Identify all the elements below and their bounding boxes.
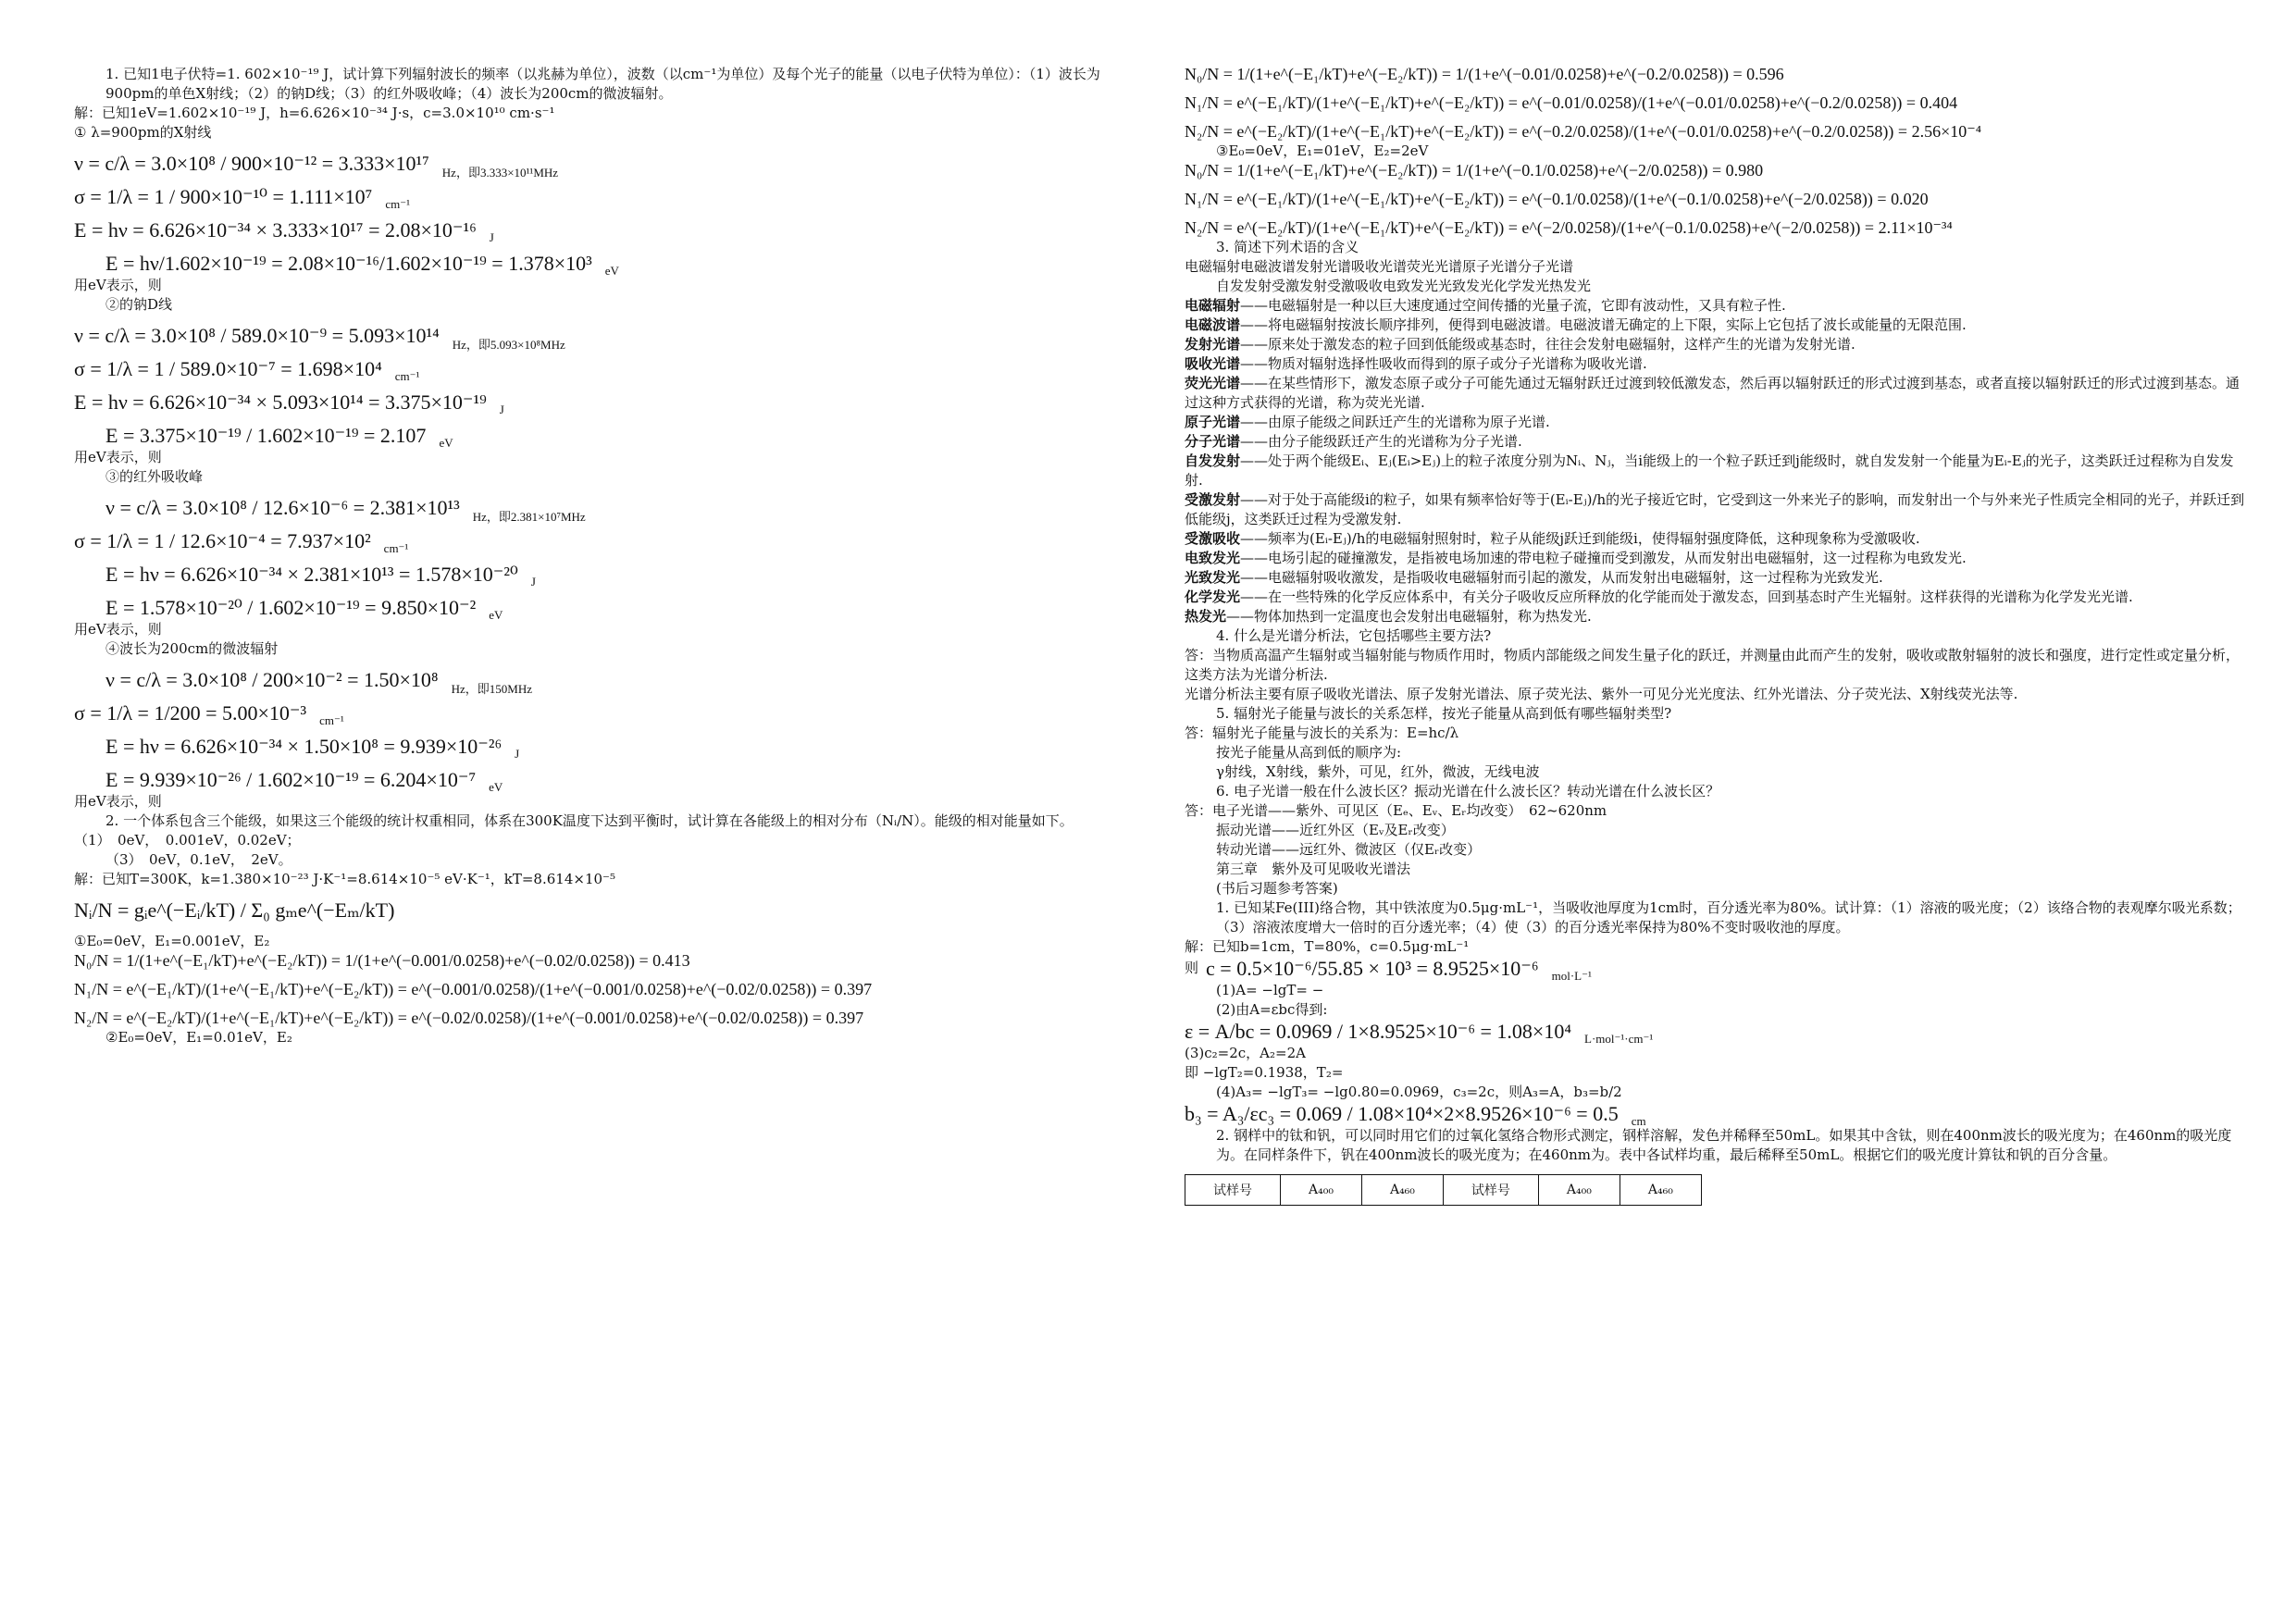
case3-title: ③E₀=0eV，E₁=01eV，E₂=2eV	[1216, 142, 1429, 159]
eq-p3-nu: ν = c/λ = 3.0×10⁸ / 12.6×10⁻⁶ = 2.381×10¹³ Hz，即2.381×10⁷MHz	[105, 496, 586, 524]
q31-given: 解：已知b=1cm，T=80%，c=0.5μg·mL⁻¹	[1185, 938, 1470, 955]
ev-label-2: 用eV表示，则	[74, 449, 162, 465]
case1-title: ①E₀=0eV，E₁=0.001eV，E₂	[74, 933, 270, 949]
sample-table	[1185, 1174, 1702, 1206]
eq-p4-E: E = hν = 6.626×10⁻³⁴ × 1.50×10⁸ = 9.939×10⁻²⁶ J	[105, 735, 520, 761]
definitions-list	[1185, 296, 2249, 626]
q31-a2: (2)由A=εbc得到:	[1216, 1001, 1328, 1018]
q5-answer-3: γ射线，X射线，紫外，可见，红外，微波，无线电波	[1216, 763, 1540, 780]
definition-item: 电致发光——电场引起的碰撞激发，是指被电场加速的带电粒子碰撞而受到激发，从而发射出电磁辐射，这一过程称为电致发光.	[1185, 550, 1967, 566]
eq-c3-N0: N₀/N = 1/(1+e^(−E₁/kT)+e^(−E₂/kT)) = 1/(1+e^(−0.1/0.0258)+e^(−2/0.0258)) = 0.980	[1185, 161, 1764, 180]
ev-label: 用eV表示，则	[74, 277, 162, 293]
eq-p4-sigma: σ = 1/λ = 1/200 = 5.00×10⁻³ cm⁻¹	[74, 701, 344, 727]
q31-a4: (4)A₃= −lgT₃= −lg0.80=0.0969，c₃=2c，则A₃=A，b₃=b/2	[1216, 1084, 1622, 1100]
eq-q31-eps: ε = A/bc = 0.0969 / 1×8.9525×10⁻⁶ = 1.08×10⁴ L·mol⁻¹·cm⁻¹	[1185, 1020, 1654, 1046]
definition-item: 化学发光——在一些特殊的化学反应体系中，有关分子吸收反应所释放的化学能而处于激发态，回到基态时产生光辐射。这样获得的光谱称为化学发光光谱.	[1185, 588, 2133, 605]
part3-title: ③的红外吸收峰	[105, 468, 204, 485]
part2-title: ②的钠D线	[105, 296, 173, 313]
eq-c2-N1: N₁/N = e^(−E₁/kT)/(1+e^(−E₁/kT)+e^(−E₂/kT)) = e^(−0.01/0.0258)/(1+e^(−0.01/0.0258)+e^(−0.2/0.0258)) = 0.404	[1185, 93, 1958, 112]
table-header-cell: 试样号	[1185, 1175, 1281, 1206]
table-header-cell: A₄₀₀	[1281, 1175, 1362, 1206]
right-column	[1185, 65, 2249, 1206]
definition-item: 电磁波谱——将电磁辐射按波长顺序排列，便得到电磁波谱。电磁波谱无确定的上下限，实际上它包括了波长或能量的无限范围.	[1185, 316, 1967, 333]
chapter3-subtitle: (书后习题参考答案)	[1216, 880, 1338, 897]
eq-p2-EeV: E = 3.375×10⁻¹⁹ / 1.602×10⁻¹⁹ = 2.107 eV	[105, 424, 453, 450]
chapter3-title: 第三章 紫外及可见吸收光谱法	[1216, 861, 1411, 877]
definition-item: 原子光谱——由原子能级之间跃迁产生的光谱称为原子光谱.	[1185, 414, 1550, 430]
eq-p3-EeV: E = 1.578×10⁻²⁰ / 1.602×10⁻¹⁹ = 9.850×10⁻² eV	[105, 596, 503, 622]
q6-answer-2: 振动光谱——近红外区（Eᵥ及Eᵣ改变）	[1216, 822, 1455, 838]
q31-a1: (1)A= −lgT= −	[1216, 982, 1324, 998]
eq-p3-sigma: σ = 1/λ = 1 / 12.6×10⁻⁴ = 7.937×10² cm⁻¹	[74, 529, 409, 555]
q2-levels-3: （3） 0eV，0.1eV， 2eV。	[105, 851, 292, 868]
definition-item: 发射光谱——原来处于激发态的粒子回到低能级或基态时，往往会发射电磁辐射，这样产生的光谱为发射光谱.	[1185, 336, 1855, 353]
q2-given: 解：已知T=300K，k=1.380×10⁻²³ J·K⁻¹=8.614×10⁻⁵ eV·K⁻¹，kT=8.614×10⁻⁵	[74, 871, 615, 887]
q1-text: 1. 已知1电子伏特=1. 602×10⁻¹⁹ J，试计算下列辐射波长的频率（以兆赫为单位），波数（以cm⁻¹为单位）及每个光子的能量（以电子伏特为单位）：（1）波长为900pm的单色X射线；（2）的钠D线；（3）的红外吸收峰；（4）波长为200cm的微波辐射。	[105, 66, 1100, 102]
definition-item: 分子光谱——由分子能级跃迁产生的光谱称为分子光谱.	[1185, 433, 1522, 450]
table-header-cell: A₄₆₀	[1361, 1175, 1443, 1206]
table-header-cell: 试样号	[1443, 1175, 1538, 1206]
table-header-row	[1185, 1175, 1702, 1206]
eq-p1-sigma: σ = 1/λ = 1 / 900×10⁻¹⁰ = 1.111×10⁷ cm⁻¹	[74, 185, 411, 211]
eq-p1-E: E = hν = 6.626×10⁻³⁴ × 3.333×10¹⁷ = 2.08×10⁻¹⁶ J	[74, 218, 494, 244]
eq-p1-nu: ν = c/λ = 3.0×10⁸ / 900×10⁻¹² = 3.333×10¹⁷ Hz，即3.333×10¹¹MHz	[74, 152, 559, 180]
eq-p3-E: E = hν = 6.626×10⁻³⁴ × 2.381×10¹³ = 1.578×10⁻²⁰ J	[105, 563, 536, 588]
q32-text: 2. 钢样中的钛和钒，可以同时用它们的过氧化氢络合物形式测定，钢样溶解，发色并稀释至50mL。如果其中含钛，则在400nm波长的吸光度为；在460nm的吸光度为。在同样条件下，钒在400nm波长的吸光度为；在460nm为。表中各试样均重，最后稀释至50mL。根据它们的吸光度计算钛和钒的百分含量。	[1216, 1127, 2232, 1163]
q31-a3b: 即 −lgT₂=0.1938，T₂=	[1185, 1064, 1344, 1081]
q2-text: 2. 一个体系包含三个能级，如果这三个能级的统计权重相同，体系在300K温度下达到平衡时，试计算在各能级上的相对分布（Nᵢ/N）。能级的相对能量如下。	[105, 812, 1074, 829]
q5-title: 5. 辐射光子能量与波长的关系怎样，按光子能量从高到低有哪些辐射类型?	[1216, 705, 1672, 722]
case2-title: ②E₀=0eV，E₁=0.01eV，E₂	[105, 1029, 292, 1046]
eq-c3-N2: N₂/N = e^(−E₂/kT)/(1+e^(−E₁/kT)+e^(−E₂/kT)) = e^(−2/0.0258)/(1+e^(−0.1/0.0258)+e^(−2/0.0258)) = 2.11×10⁻³⁴	[1185, 218, 1953, 237]
q3-terms-2: 自发发射受激发射受激吸收电致发光光致发光化学发光热发光	[1216, 278, 1592, 294]
q6-answer-1: 答：电子光谱——紫外、可见区（Eₑ、Eᵥ、Eᵣ均改变） 62~620nm	[1185, 802, 1607, 819]
eq-c2-N0: N₀/N = 1/(1+e^(−E₁/kT)+e^(−E₂/kT)) = 1/(1+e^(−0.01/0.0258)+e^(−0.2/0.0258)) = 0.596	[1185, 65, 1784, 83]
eq-c1-N1: N₁/N = e^(−E₁/kT)/(1+e^(−E₁/kT)+e^(−E₂/kT)) = e^(−0.001/0.0258)/(1+e^(−0.001/0.0258)+e^(−0.02/0.0258)) = 0.397	[74, 980, 873, 998]
part1-title: ① λ=900pm的X射线	[74, 124, 212, 141]
q4-answer-1: 答：当物质高温产生辐射或当辐射能与物质作用时，物质内部能级之间发生量子化的跃迁，并测量由此而产生的发射，吸收或散射辐射的波长和强度，进行定性或定量分析，这类方法为光谱分析法.	[1185, 647, 2240, 683]
eq-c1-N2: N₂/N = e^(−E₂/kT)/(1+e^(−E₁/kT)+e^(−E₂/kT)) = e^(−0.02/0.0258)/(1+e^(−0.001/0.0258)+e^(−0.02/0.0258)) = 0.397	[74, 1009, 864, 1027]
definition-item: 吸收光谱——物质对辐射选择性吸收而得到的原子或分子光谱称为吸收光谱.	[1185, 355, 1647, 372]
eq-p2-E: E = hν = 6.626×10⁻³⁴ × 5.093×10¹⁴ = 3.375×10⁻¹⁹ J	[74, 390, 504, 416]
q6-answer-3: 转动光谱——远红外、微波区（仅Eᵣ改变）	[1216, 841, 1482, 858]
q5-answer-2: 按光子能量从高到低的顺序为:	[1216, 744, 1402, 761]
table-header-cell: A₄₀₀	[1538, 1175, 1620, 1206]
q2-levels-1: （1） 0eV， 0.001eV，0.02eV；	[74, 832, 301, 849]
definition-item: 自发发射——处于两个能级Eᵢ、Eⱼ(Eᵢ>Eⱼ)上的粒子浓度分别为Nᵢ、Nⱼ，当i能级上的一个粒子跃迁到j能级时，就自发发射一个能量为Eᵢ-Eⱼ的光子，这类跃迁过程称为自发发射.	[1185, 452, 2234, 489]
ev-label-3: 用eV表示，则	[74, 621, 162, 638]
q31-a3: (3)c₂=2c，A₂=2A	[1185, 1045, 1306, 1061]
eq-q31-b3: b₃ = A₃/εc₃ = 0.069 / 1.08×10⁴×2×8.9526×10⁻⁶ = 0.5 cm	[1185, 1102, 1646, 1128]
left-column	[74, 65, 1138, 1047]
eq-p2-nu: ν = c/λ = 3.0×10⁸ / 589.0×10⁻⁹ = 5.093×10¹⁴ Hz，即5.093×10⁸MHz	[74, 324, 565, 352]
definition-item: 受激发射——对于处于高能级i的粒子，如果有频率恰好等于(Eᵢ-Eⱼ)/h的光子接近它时，它受到这一外来光子的影响，而发射出一个与外来光子性质完全相同的光子，并跃迁到低能级j，这类跃迁过程为受激发射.	[1185, 491, 2245, 527]
eq-c2-N2: N₂/N = e^(−E₂/kT)/(1+e^(−E₁/kT)+e^(−E₂/kT)) = e^(−0.2/0.0258)/(1+e^(−0.01/0.0258)+e^(−0.2/0.0258)) = 2.56×10⁻⁴	[1185, 122, 1981, 141]
definition-item: 电磁辐射——电磁辐射是一种以巨大速度通过空间传播的光量子流，它即有波动性，又具有粒子性.	[1185, 297, 1786, 314]
q4-answer-2: 光谱分析法主要有原子吸收光谱法、原子发射光谱法、原子荧光法、紫外一可见分光光度法、红外光谱法、分子荧光法、X射线荧光法等.	[1185, 686, 2018, 702]
q6-title: 6. 电子光谱一般在什么波长区？振动光谱在什么波长区？转动光谱在什么波长区？	[1216, 783, 1720, 799]
q31-text: 1. 已知某Fe(III)络合物，其中铁浓度为0.5μg·mL⁻¹，当吸收池厚度为1cm时，百分透光率为80%。试计算：（1）溶液的吸光度；（2）该络合物的表观摩尔吸光系数；（3）溶液浓度增大一倍时的百分透光率；（4）使（3）的百分透光率保持为80%不变时吸收池的厚度。	[1216, 899, 2241, 935]
definition-item: 受激吸收——频率为(Eᵢ-Eⱼ)/h的电磁辐射照射时，粒子从能级j跃迁到能级i，使得辐射强度降低，这种现象称为受激吸收.	[1185, 530, 1920, 547]
table-header-cell: A₄₆₀	[1620, 1175, 1701, 1206]
q5-answer-1: 答：辐射光子能量与波长的关系为：E=hc/λ	[1185, 725, 1459, 741]
eq-c1-N0: N₀/N = 1/(1+e^(−E₁/kT)+e^(−E₂/kT)) = 1/(1+e^(−0.001/0.0258)+e^(−0.02/0.0258)) = 0.413	[74, 951, 690, 970]
q3-terms-1: 电磁辐射电磁波谱发射光谱吸收光谱荧光光谱原子光谱分子光谱	[1185, 258, 1574, 275]
eq-q31-c: 则 c = 0.5×10⁻⁶/55.85 × 10³ = 8.9525×10⁻⁶ mol·L⁻¹	[1185, 957, 1592, 983]
eq-p4-EeV: E = 9.939×10⁻²⁶ / 1.602×10⁻¹⁹ = 6.204×10⁻⁷ eV	[105, 768, 503, 794]
definition-item: 热发光——物体加热到一定温度也会发射出电磁辐射，称为热发光.	[1185, 608, 1592, 625]
eq-p2-sigma: σ = 1/λ = 1 / 589.0×10⁻⁷ = 1.698×10⁴ cm⁻¹	[74, 357, 420, 383]
q3-title: 3. 简述下列术语的含义	[1216, 239, 1359, 255]
q1-given: 解：已知1eV=1.602×10⁻¹⁹ J，h=6.626×10⁻³⁴ J·s，c=3.0×10¹⁰ cm·s⁻¹	[74, 105, 555, 121]
definition-item: 光致发光——电磁辐射吸收激发，是指吸收电磁辐射而引起的激发，从而发射出电磁辐射，这一过程称为光致发光.	[1185, 569, 1883, 586]
part4-title: ④波长为200cm的微波辐射	[105, 640, 279, 657]
eq-p4-nu: ν = c/λ = 3.0×10⁸ / 200×10⁻² = 1.50×10⁸ Hz，即150MHz	[105, 668, 532, 696]
eq-p1-EeV: E = hν/1.602×10⁻¹⁹ = 2.08×10⁻¹⁶/1.602×10⁻¹⁹ = 1.378×10³ eV	[105, 252, 619, 278]
eq-c3-N1: N₁/N = e^(−E₁/kT)/(1+e^(−E₁/kT)+e^(−E₂/kT)) = e^(−0.1/0.0258)/(1+e^(−0.1/0.0258)+e^(−2/0.0258)) = 0.020	[1185, 190, 1929, 208]
eq-boltzmann: Nᵢ/N = gᵢe^(−Eᵢ/kT) / Σ₀ gₘe^(−Eₘ/kT)	[74, 898, 395, 922]
definition-item: 荧光光谱——在某些情形下，激发态原子或分子可能先通过无辐射跃迁过渡到较低激发态，然后再以辐射跃迁的形式过渡到基态，或者直接以辐射跃迁的形式过渡到基态。通过这种方式获得的光谱，称为荧光光谱.	[1185, 375, 2240, 411]
q4-title: 4. 什么是光谱分析法，它包括哪些主要方法?	[1216, 627, 1492, 644]
ev-label-4: 用eV表示，则	[74, 793, 162, 810]
